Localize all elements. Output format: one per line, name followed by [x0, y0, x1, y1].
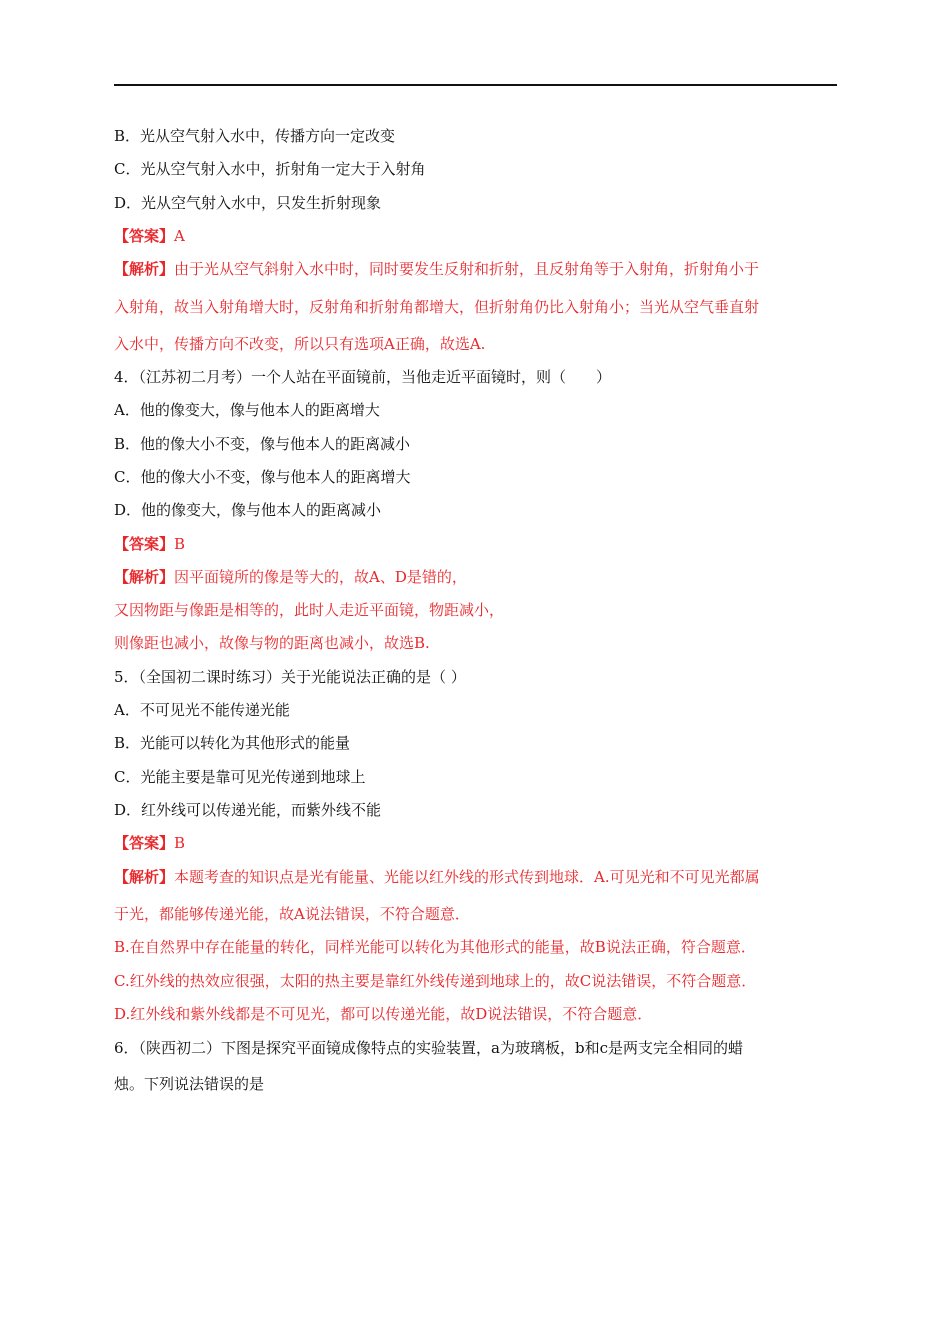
- q5-answer: [114, 833, 185, 853]
- header-rule: [114, 84, 837, 86]
- q5-option-a: A．不可见光不能传递光能: [114, 701, 290, 719]
- q3-option-c: C．光从空气射入水中，折射角一定大于入射角: [114, 160, 426, 178]
- q4-option-a: A．他的像变大，像与他本人的距离增大: [114, 401, 380, 419]
- q5-option-c: C．光能主要是靠可见光传递到地球上: [114, 768, 366, 786]
- analysis-tag: 【解析】: [114, 868, 175, 886]
- q5-analysis-line-5: D.红外线和紫外线都是不可见光，都可以传递光能，故D说法错误，不符合题意．: [114, 1005, 653, 1023]
- answer-value: B: [174, 535, 186, 553]
- q6-question-line-1: 6．（陕西初二）下图是探究平面镜成像特点的实验装置，a为玻璃板，b和c是两支完全相同的蜡: [114, 1039, 743, 1057]
- q4-answer: [114, 534, 185, 554]
- q5-analysis-line-1: [114, 867, 760, 887]
- answer-tag: 【答案】: [114, 834, 175, 852]
- q4-analysis-line-3: 则像距也减小，故像与物的距离也减小，故选B.: [114, 634, 430, 652]
- analysis-tag: 【解析】: [114, 260, 175, 278]
- q4-question: 4．（江苏初二月考）一个人站在平面镜前，当他走近平面镜时，则（ ）: [114, 368, 612, 386]
- answer-tag: 【答案】: [114, 535, 175, 553]
- q4-analysis-line-2: 又因物距与像距是相等的，此时人走近平面镜，物距减小，: [114, 601, 505, 619]
- answer-value: A: [174, 227, 185, 245]
- q3-option-b: B．光从空气射入水中，传播方向一定改变: [114, 127, 396, 145]
- analysis-text: 因平面镜所的像是等大的，故A、D是错的，: [174, 568, 467, 586]
- q5-analysis-line-3: B.在自然界中存在能量的转化，同样光能可以转化为其他形式的能量，故B说法正确，符合题意．: [114, 938, 756, 956]
- q5-analysis-line-2: 于光，都能够传递光能，故A说法错误，不符合题意．: [114, 905, 470, 923]
- analysis-text: 本题考查的知识点是光有能量、光能以红外线的形式传到地球．A.可见光和不可见光都属: [174, 868, 760, 886]
- q4-option-b: B．他的像大小不变，像与他本人的距离减小: [114, 435, 411, 453]
- q3-analysis-line-2: 入射角，故当入射角增大时，反射角和折射角都增大，但折射角仍比入射角小；当光从空气垂直射: [114, 298, 760, 316]
- q5-question: 5．（全国初二课时练习）关于光能说法正确的是（ ）: [114, 668, 466, 686]
- q4-analysis-line-1: [114, 567, 467, 587]
- q3-option-d: D．光从空气射入水中，只发生折射现象: [114, 194, 382, 212]
- q3-analysis-line-3: 入水中，传播方向不改变，所以只有选项A正确，故选A.: [114, 335, 486, 353]
- q5-option-d: D．红外线可以传递光能，而紫外线不能: [114, 801, 382, 819]
- analysis-text: 由于光从空气斜射入水中时，同时要发生反射和折射，且反射角等于入射角，折射角小于: [174, 260, 760, 278]
- q4-option-c: C．他的像大小不变，像与他本人的距离增大: [114, 468, 411, 486]
- answer-value: B: [174, 834, 186, 852]
- q4-option-d: D．他的像变大，像与他本人的距离减小: [114, 501, 382, 519]
- analysis-tag: 【解析】: [114, 568, 175, 586]
- q5-analysis-line-4: C.红外线的热效应很强，太阳的热主要是靠红外线传递到地球上的，故C说法错误，不符合题意．: [114, 972, 757, 990]
- q3-answer: [114, 226, 185, 246]
- q3-analysis-line-1: [114, 259, 759, 279]
- answer-tag: 【答案】: [114, 227, 175, 245]
- q5-option-b: B．光能可以转化为其他形式的能量: [114, 734, 351, 752]
- q6-question-line-2: 烛。下列说法错误的是: [114, 1075, 265, 1093]
